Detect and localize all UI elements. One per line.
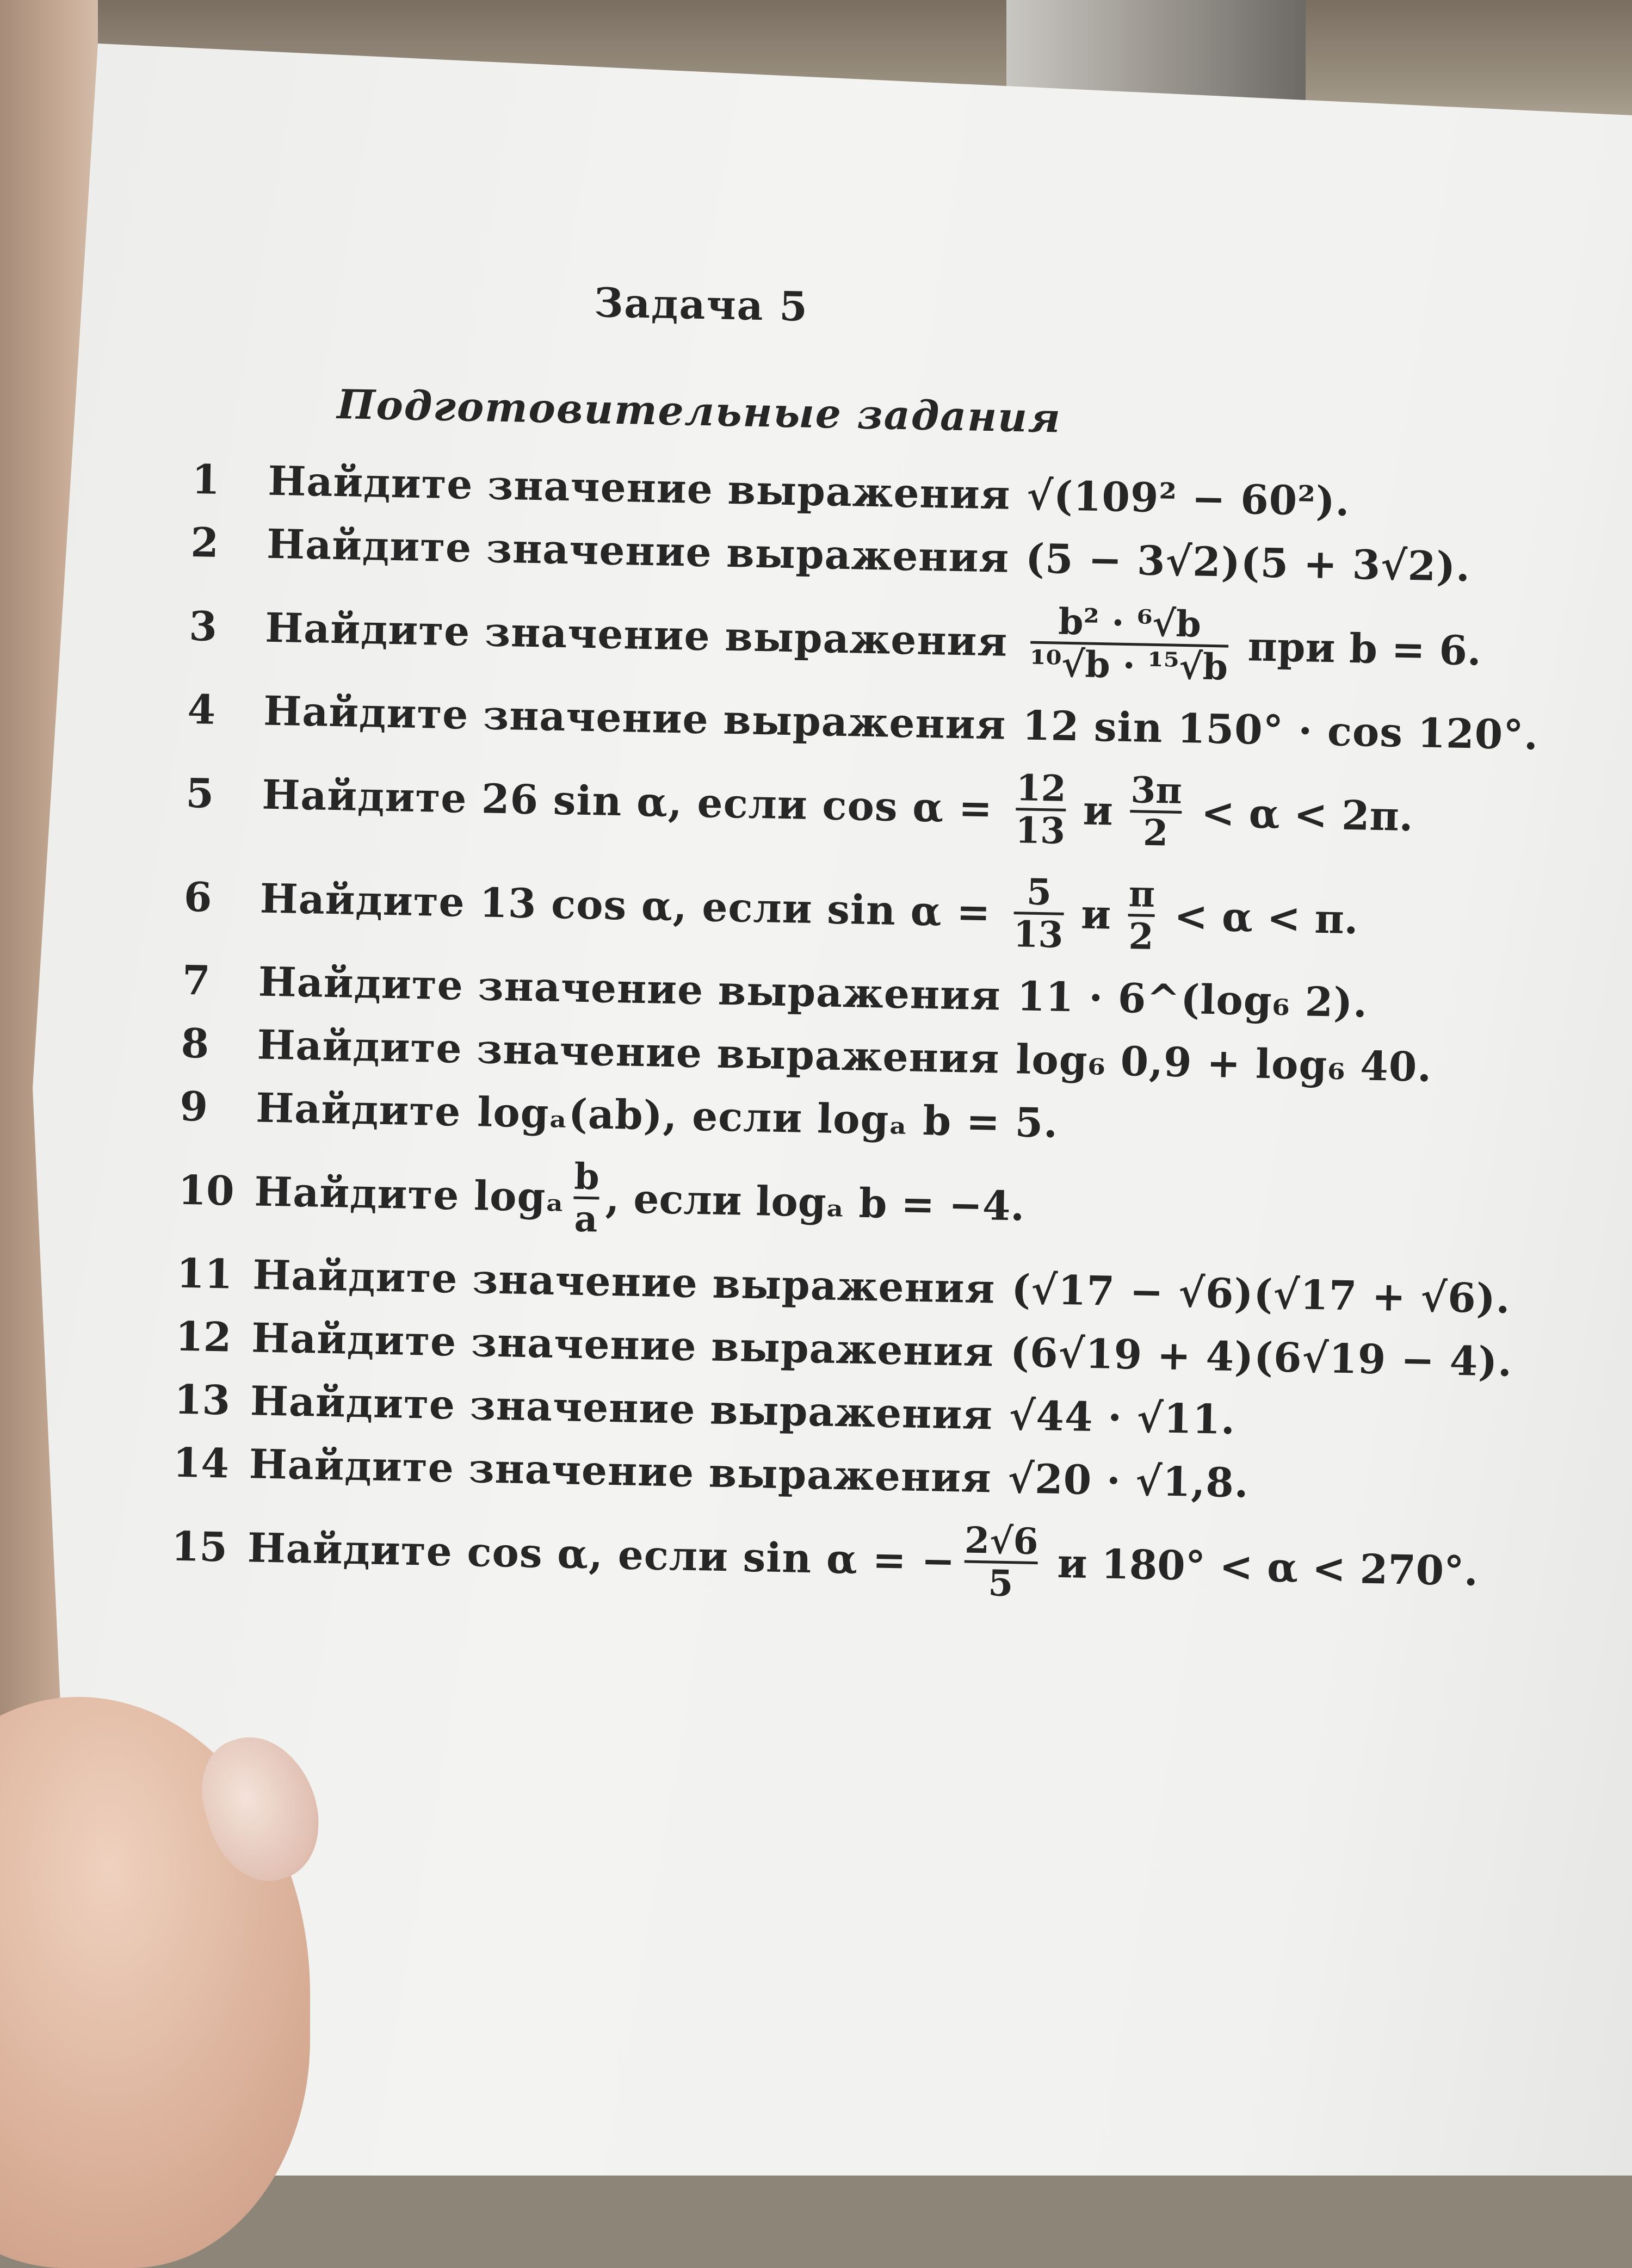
task-condition: < α < 2π. [1201, 789, 1414, 840]
fraction [1030, 602, 1229, 687]
task-3 [188, 579, 1582, 701]
task-expression: (√17 − √6)(√17 + √6). [1011, 1266, 1511, 1323]
task-text: Найдите logₐ [254, 1168, 566, 1221]
task-text: Найдите 26 sin α, если cos α = [261, 771, 993, 832]
fraction [1013, 872, 1065, 955]
task-number: 1 [191, 456, 220, 504]
task-text: Найдите значение выражения [252, 1251, 996, 1313]
task-number: 3 [188, 603, 218, 650]
fraction-numerator: b [573, 1155, 600, 1198]
task-condition: при b = 6. [1247, 623, 1482, 674]
task-text: Найдите значение выражения [266, 520, 1010, 582]
page-subtitle: Подготовительные задания [336, 381, 1062, 442]
task-number: 8 [180, 1020, 210, 1068]
fraction-numerator: 12 [1016, 766, 1067, 810]
fraction-numerator: 2√6 [964, 1519, 1039, 1563]
task-10 [177, 1143, 1572, 1265]
task-6 [183, 850, 1577, 971]
task-expression: 11 · 6^(log₆ 2). [1016, 973, 1368, 1027]
task-expression: 12 sin 150° · cos 120°. [1022, 702, 1539, 759]
task-number: 9 [179, 1083, 208, 1131]
fraction-numerator: π [1128, 872, 1155, 916]
task-number: 7 [182, 957, 211, 1005]
task-condition: и 180° < α < 270°. [1056, 1540, 1479, 1595]
fraction-numerator: 5 [1026, 870, 1052, 914]
task-15 [170, 1499, 1565, 1621]
task-expression: (5 − 3√2)(5 + 3√2). [1025, 535, 1471, 591]
task-expression: logₐ(ab), если logₐ b = 5. [477, 1089, 1059, 1147]
fraction [1129, 771, 1182, 853]
task-text: Найдите значение выражения [256, 1021, 1000, 1083]
fraction-denominator: 5 [987, 1561, 1014, 1605]
fraction [1128, 872, 1155, 958]
task-number: 2 [190, 519, 219, 567]
task-expression: √44 · √11. [1009, 1392, 1236, 1444]
fraction [1015, 766, 1067, 852]
task-text: Найдите значение выражения [250, 1378, 993, 1439]
task-expression: √20 · √1,8. [1007, 1455, 1250, 1507]
task-number: 4 [187, 686, 216, 734]
conjunction: и [1080, 890, 1111, 939]
task-number: 13 [174, 1376, 231, 1424]
fraction-denominator: 2 [1142, 811, 1169, 854]
task-text: Найдите значение выражения [267, 457, 1011, 519]
fraction-denominator: 2 [1128, 915, 1154, 958]
task-text: Найдите cos α, если sin α = − [247, 1524, 956, 1585]
fraction-denominator: 13 [1015, 809, 1066, 852]
task-text: Найдите [255, 1085, 462, 1136]
task-number: 6 [183, 873, 213, 921]
fraction [963, 1521, 1038, 1604]
fraction-denominator: a [573, 1197, 598, 1241]
task-number: 12 [175, 1313, 232, 1361]
task-number: 14 [172, 1439, 230, 1488]
task-condition: < α < π. [1173, 893, 1359, 943]
task-text: Найдите значение выражения [249, 1441, 992, 1502]
task-text: Найдите значение выражения [263, 687, 1007, 749]
document-content [170, 272, 1588, 1629]
conjunction: и [1083, 786, 1114, 835]
task-expression: (6√19 + 4)(6√19 − 4). [1010, 1329, 1513, 1386]
task-expression: √(109² − 60²). [1026, 472, 1351, 525]
page-title: Задача 5 [594, 280, 809, 331]
fraction-denominator: 13 [1012, 913, 1064, 956]
task-text: Найдите значение выражения [251, 1315, 994, 1376]
task-number: 11 [176, 1250, 233, 1298]
task-number: 10 [177, 1167, 235, 1215]
task-text: Найдите значение выражения [264, 604, 1008, 666]
fraction-numerator: 3π [1130, 769, 1183, 813]
task-5 [185, 746, 1579, 867]
task-number: 5 [185, 770, 214, 817]
fraction [573, 1157, 599, 1239]
task-text: Найдите 13 cos α, если sin α = [259, 875, 992, 936]
fraction-numerator: b² · ⁶√b [1058, 600, 1202, 646]
task-text: Найдите значение выражения [258, 958, 1002, 1020]
task-number: 15 [171, 1523, 228, 1571]
fraction-denominator: ¹⁰√b · ¹⁵√b [1029, 642, 1228, 689]
task-condition: , если logₐ b = −4. [605, 1175, 1025, 1230]
task-expression: log₆ 0,9 + log₆ 40. [1015, 1036, 1432, 1091]
